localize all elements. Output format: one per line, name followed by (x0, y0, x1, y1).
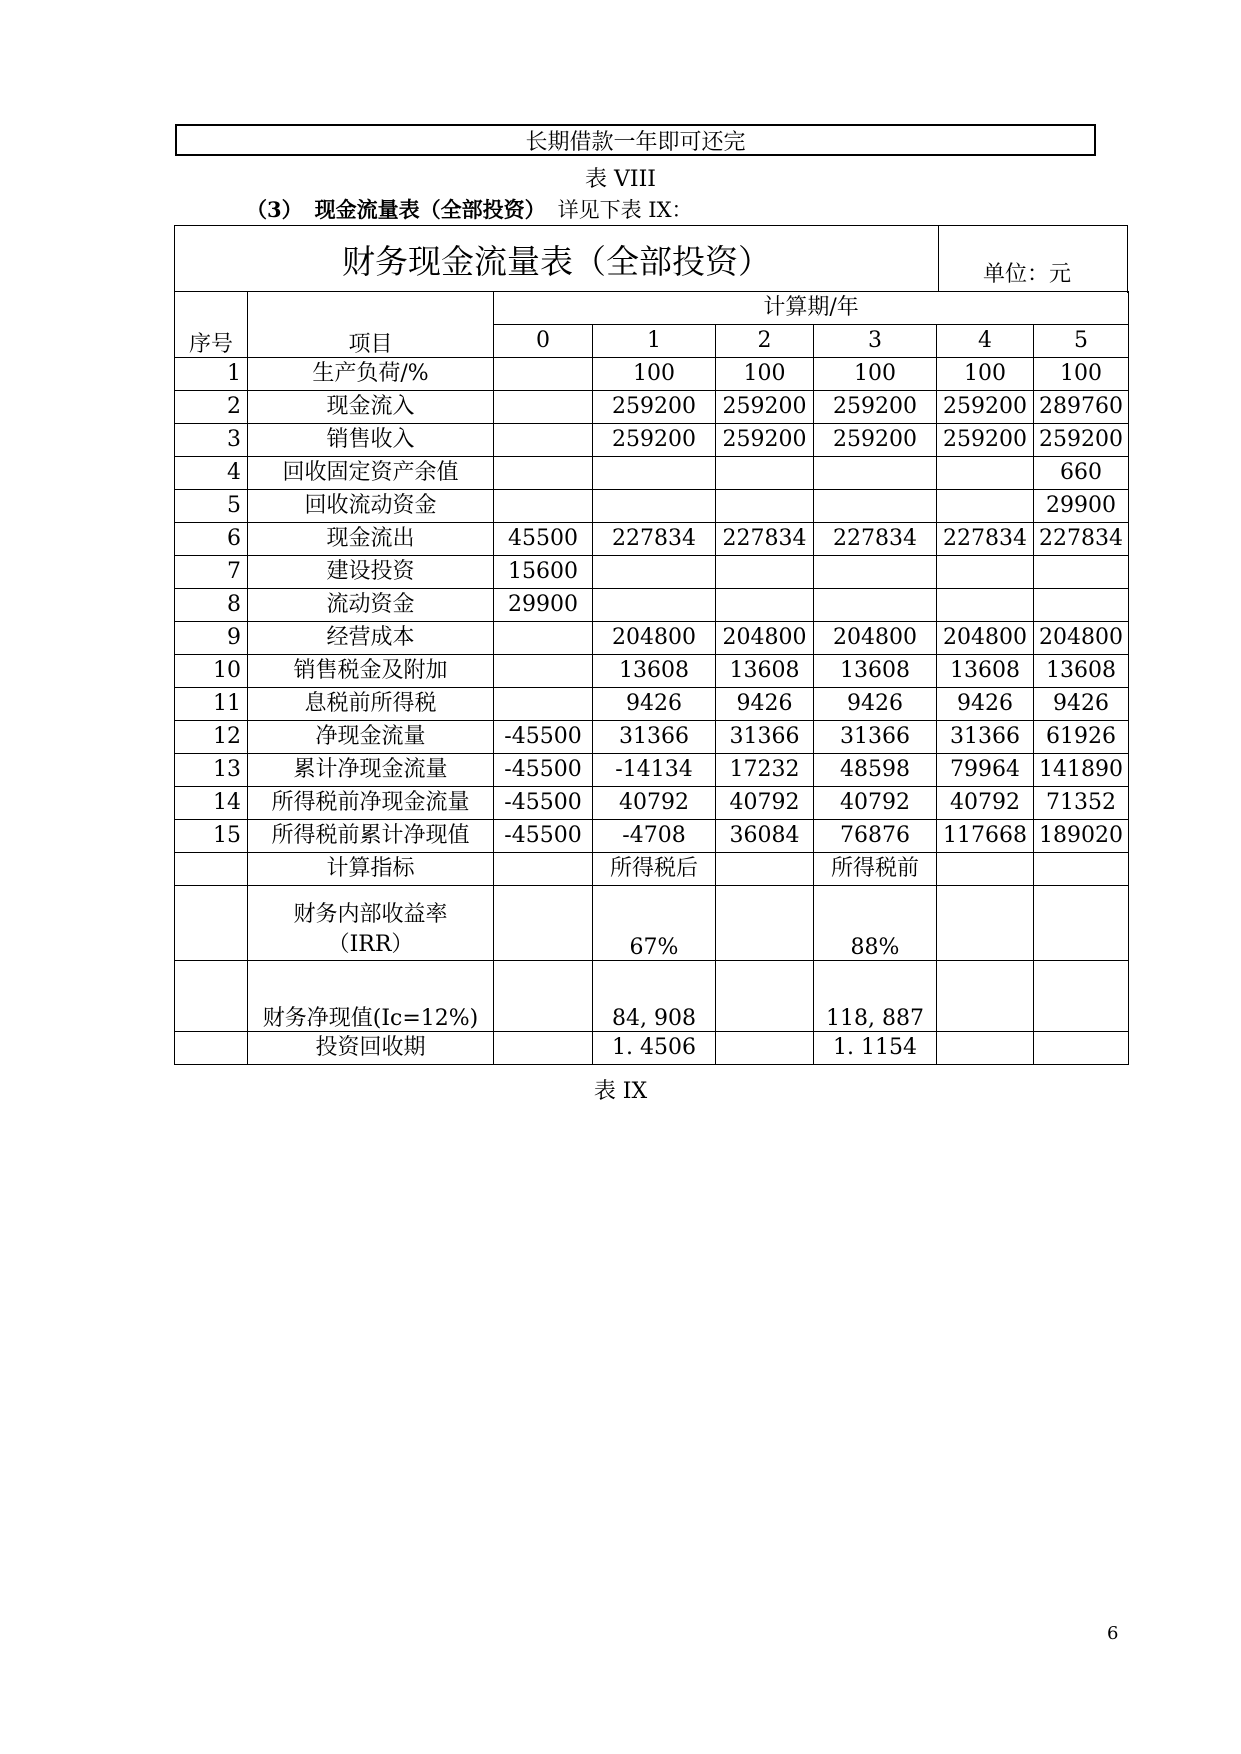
row-value (1034, 556, 1129, 589)
row-value: 9426 (593, 688, 716, 721)
row-value: 227834 (1034, 523, 1129, 556)
row-value: 204800 (1034, 622, 1129, 655)
row-seq: 11 (175, 688, 248, 721)
row-value: 9426 (716, 688, 814, 721)
row-item: 净现金流量 (248, 721, 494, 754)
row-value (593, 589, 716, 622)
row-value: -14134 (593, 754, 716, 787)
table-row (175, 820, 1129, 853)
row-seq: 8 (175, 589, 248, 622)
empty-cell (175, 961, 248, 1032)
table-row (175, 589, 1129, 622)
payback-before-value: 1. 1154 (814, 1032, 937, 1065)
row-value: 31366 (814, 721, 937, 754)
row-value: 259200 (716, 424, 814, 457)
table-row (175, 787, 1129, 820)
row-value: 259200 (593, 424, 716, 457)
row-value (814, 589, 937, 622)
row-item: 流动资金 (248, 589, 494, 622)
row-item: 销售税金及附加 (248, 655, 494, 688)
row-value: 29900 (494, 589, 593, 622)
row-value: 227834 (593, 523, 716, 556)
row-item: 销售收入 (248, 424, 494, 457)
row-item: 现金流入 (248, 391, 494, 424)
irr-label-line2: （IRR） (327, 932, 414, 957)
row-value: 61926 (1034, 721, 1129, 754)
row-value (716, 457, 814, 490)
section-note: 详见下表 IX： (557, 198, 693, 222)
unit-label: 单位：元 (983, 262, 1072, 287)
row-value: -45500 (494, 754, 593, 787)
row-seq: 7 (175, 556, 248, 589)
row-value: 71352 (1034, 787, 1129, 820)
empty-cell (494, 886, 593, 961)
payback-row (175, 1032, 1129, 1065)
row-value (716, 589, 814, 622)
previous-table-tail-text: 长期借款一年即可还完 (525, 129, 746, 155)
row-item: 息税前所得税 (248, 688, 494, 721)
row-value: 31366 (716, 721, 814, 754)
payback-label: 投资回收期 (248, 1032, 494, 1065)
irr-label (248, 886, 494, 961)
empty-cell (494, 1032, 593, 1065)
table-row (175, 754, 1129, 787)
row-value (937, 457, 1034, 490)
row-seq: 2 (175, 391, 248, 424)
row-value (494, 688, 593, 721)
table-row (175, 523, 1129, 556)
row-seq: 4 (175, 457, 248, 490)
row-item: 回收固定资产余值 (248, 457, 494, 490)
indicator-label: 计算指标 (248, 853, 494, 886)
row-item: 回收流动资金 (248, 490, 494, 523)
empty-cell (494, 961, 593, 1032)
row-value: 31366 (937, 721, 1034, 754)
row-value: 9426 (937, 688, 1034, 721)
section-number: （3） (246, 197, 303, 222)
row-value: 204800 (716, 622, 814, 655)
row-seq: 1 (175, 358, 248, 391)
table-title: 财务现金流量表（全部投资） (342, 241, 771, 281)
period-col: 0 (494, 325, 593, 358)
row-value: 289760 (1034, 391, 1129, 424)
row-item: 所得税前净现金流量 (248, 787, 494, 820)
period-col: 2 (716, 325, 814, 358)
row-value: 31366 (593, 721, 716, 754)
row-item: 现金流出 (248, 523, 494, 556)
empty-cell (937, 853, 1034, 886)
row-value: 13608 (593, 655, 716, 688)
row-value: 45500 (494, 523, 593, 556)
row-value: 79964 (937, 754, 1034, 787)
row-value (494, 391, 593, 424)
empty-cell (175, 1032, 248, 1065)
row-value: 100 (937, 358, 1034, 391)
npv-row (175, 961, 1129, 1032)
row-item: 生产负荷/% (248, 358, 494, 391)
empty-cell (937, 961, 1034, 1032)
previous-table-caption: 表 VIII (585, 167, 656, 192)
row-item: 经营成本 (248, 622, 494, 655)
row-value: -4708 (593, 820, 716, 853)
table-row (175, 721, 1129, 754)
row-value: 204800 (593, 622, 716, 655)
period-col: 1 (593, 325, 716, 358)
row-value: -45500 (494, 721, 593, 754)
row-value (494, 622, 593, 655)
table-row (175, 358, 1129, 391)
row-value: 15600 (494, 556, 593, 589)
table-row (175, 556, 1129, 589)
row-value: 141890 (1034, 754, 1129, 787)
empty-cell (716, 1032, 814, 1065)
row-item: 累计净现金流量 (248, 754, 494, 787)
row-value: 227834 (937, 523, 1034, 556)
period-col: 5 (1034, 325, 1129, 358)
row-seq: 9 (175, 622, 248, 655)
empty-cell (1034, 886, 1129, 961)
row-value (937, 556, 1034, 589)
row-seq: 14 (175, 787, 248, 820)
before-tax-header: 所得税前 (814, 853, 937, 886)
row-value: 13608 (716, 655, 814, 688)
row-seq: 13 (175, 754, 248, 787)
table-row (175, 655, 1129, 688)
row-value: 48598 (814, 754, 937, 787)
row-value: 227834 (716, 523, 814, 556)
header-item: 项目 (248, 292, 494, 358)
row-value: 259200 (814, 391, 937, 424)
row-value (494, 424, 593, 457)
row-value: 259200 (1034, 424, 1129, 457)
irr-label-line1: 财务内部收益率 (293, 902, 448, 927)
table-row (175, 490, 1129, 523)
header-period: 计算期/年 (494, 292, 1129, 325)
table-row (175, 622, 1129, 655)
row-value: -45500 (494, 787, 593, 820)
row-value: 189020 (1034, 820, 1129, 853)
table-row (175, 688, 1129, 721)
irr-row (175, 886, 1129, 961)
row-value: 40792 (716, 787, 814, 820)
empty-cell (175, 886, 248, 961)
section-title: 现金流量表（全部投资） (314, 197, 546, 222)
row-value (814, 556, 937, 589)
row-value: 259200 (716, 391, 814, 424)
table-row (175, 424, 1129, 457)
row-value: 76876 (814, 820, 937, 853)
row-value: 29900 (1034, 490, 1129, 523)
irr-after-value: 67% (593, 886, 716, 961)
empty-cell (716, 853, 814, 886)
row-item: 建设投资 (248, 556, 494, 589)
npv-after-value: 84, 908 (593, 961, 716, 1032)
row-value (937, 490, 1034, 523)
row-value: 9426 (814, 688, 937, 721)
empty-cell (1034, 853, 1129, 886)
row-value (1034, 589, 1129, 622)
indicator-header-row (175, 853, 1129, 886)
row-value: 40792 (593, 787, 716, 820)
header-seq: 序号 (175, 292, 248, 358)
previous-table-last-row (175, 124, 1096, 156)
row-seq: 12 (175, 721, 248, 754)
row-value (716, 556, 814, 589)
row-value: 9426 (1034, 688, 1129, 721)
row-value (814, 457, 937, 490)
after-tax-header: 所得税后 (593, 853, 716, 886)
row-value: 100 (1034, 358, 1129, 391)
row-seq: 5 (175, 490, 248, 523)
row-seq: 10 (175, 655, 248, 688)
empty-cell (494, 853, 593, 886)
table-row (175, 391, 1129, 424)
empty-cell (937, 1032, 1034, 1065)
row-value: 227834 (814, 523, 937, 556)
row-value (494, 457, 593, 490)
row-value: 13608 (1034, 655, 1129, 688)
row-value (593, 490, 716, 523)
npv-label: 财务净现值(Ic=12%) (248, 961, 494, 1032)
row-value: 100 (716, 358, 814, 391)
table-row (175, 457, 1129, 490)
payback-after-value: 1. 4506 (593, 1032, 716, 1065)
row-value: 117668 (937, 820, 1034, 853)
empty-cell (716, 961, 814, 1032)
npv-before-value: 118, 887 (814, 961, 937, 1032)
row-value (593, 457, 716, 490)
row-value: 17232 (716, 754, 814, 787)
row-seq: 15 (175, 820, 248, 853)
row-value: -45500 (494, 820, 593, 853)
table-caption: 表 IX (593, 1079, 648, 1104)
unit-cell (938, 226, 1129, 292)
row-value: 40792 (814, 787, 937, 820)
row-value: 13608 (937, 655, 1034, 688)
row-value: 259200 (937, 391, 1034, 424)
period-col: 3 (814, 325, 937, 358)
row-value: 259200 (814, 424, 937, 457)
empty-cell (937, 886, 1034, 961)
row-value: 40792 (937, 787, 1034, 820)
row-value: 100 (814, 358, 937, 391)
row-value (494, 358, 593, 391)
row-value: 259200 (937, 424, 1034, 457)
table-title-block (174, 225, 1128, 293)
row-value (593, 556, 716, 589)
row-value: 100 (593, 358, 716, 391)
row-value (716, 490, 814, 523)
row-value: 204800 (937, 622, 1034, 655)
row-value (814, 490, 937, 523)
row-value: 204800 (814, 622, 937, 655)
section-heading (246, 194, 693, 224)
row-seq: 6 (175, 523, 248, 556)
cash-flow-table (174, 291, 1129, 1065)
row-seq: 3 (175, 424, 248, 457)
row-value (494, 655, 593, 688)
empty-cell (1034, 961, 1129, 1032)
irr-before-value: 88% (814, 886, 937, 961)
row-value: 660 (1034, 457, 1129, 490)
period-col: 4 (937, 325, 1034, 358)
row-value: 13608 (814, 655, 937, 688)
page-number: 6 (1107, 1623, 1119, 1644)
header-row-period (175, 292, 1129, 325)
row-value (937, 589, 1034, 622)
row-item: 所得税前累计净现值 (248, 820, 494, 853)
row-value (494, 490, 593, 523)
row-value: 36084 (716, 820, 814, 853)
row-value: 259200 (593, 391, 716, 424)
empty-cell (1034, 1032, 1129, 1065)
empty-cell (716, 886, 814, 961)
empty-cell (175, 853, 248, 886)
